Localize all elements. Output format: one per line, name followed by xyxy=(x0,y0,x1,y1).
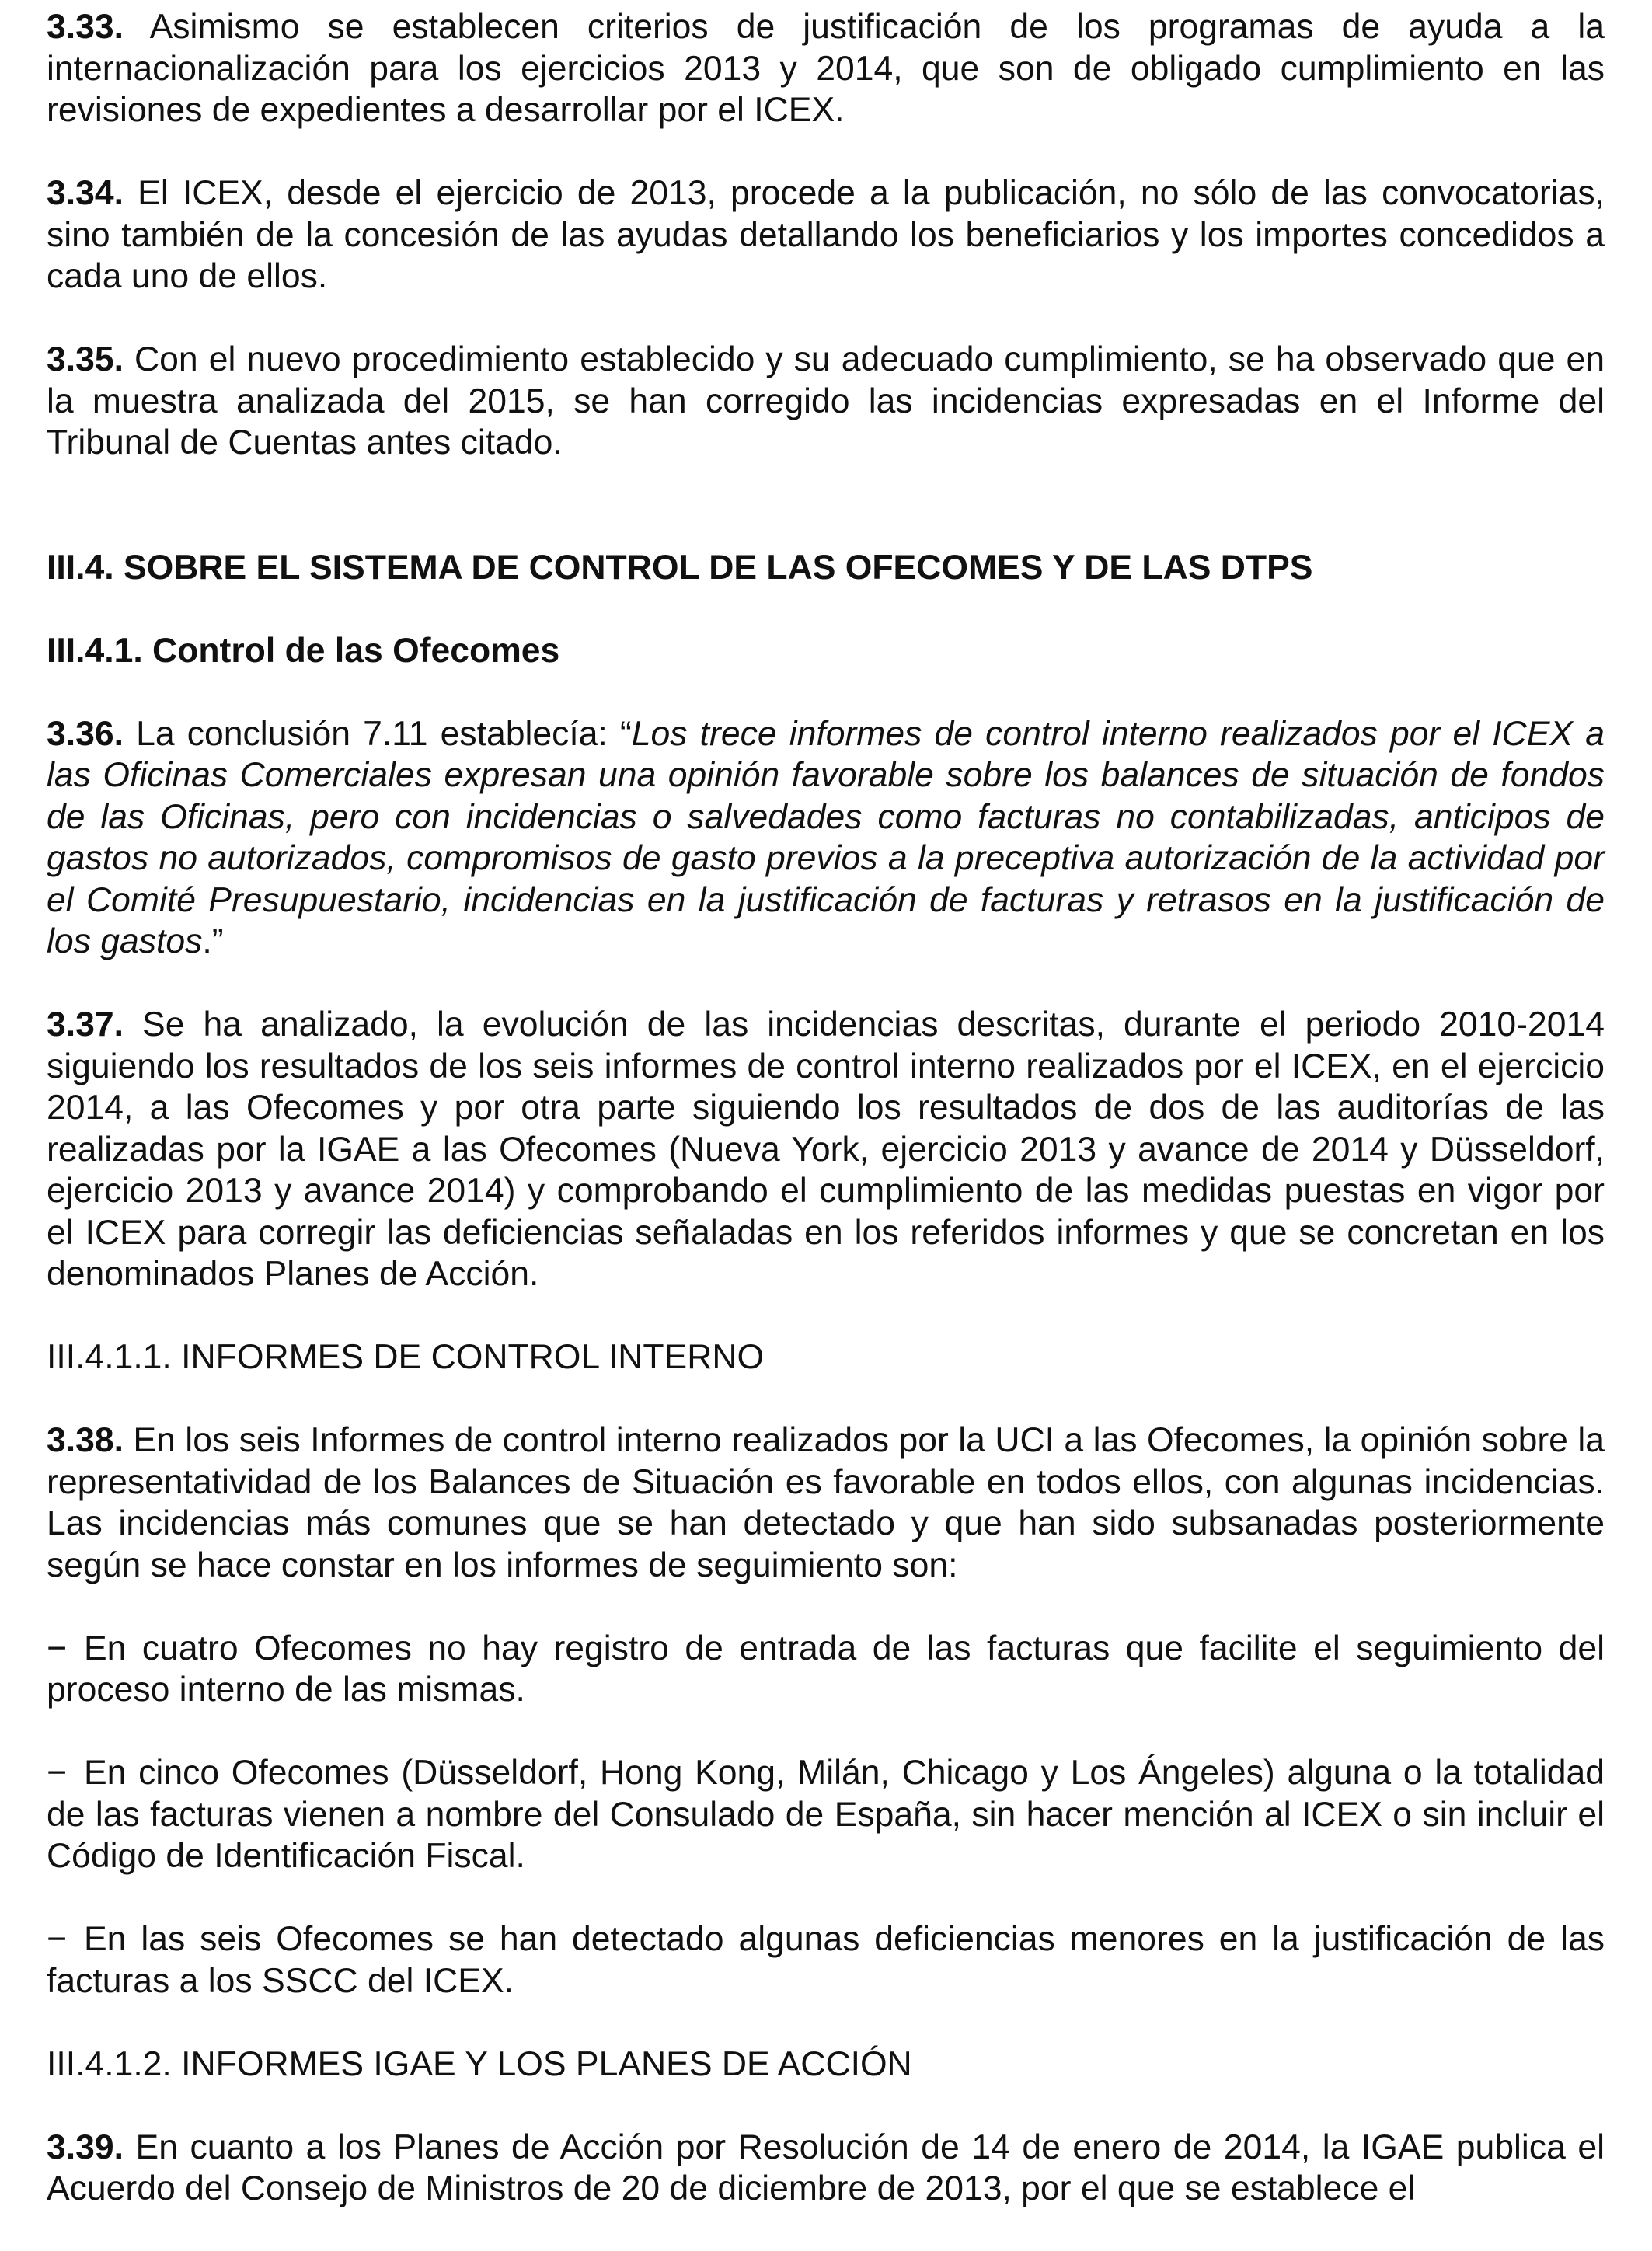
section-heading-iii-4-1: III.4.1. Control de las Ofecomes xyxy=(47,631,560,670)
bullet-text: En cinco Ofecomes (Düsseldorf, Hong Kong, Milán, Chicago y Los Ángeles) alguna o la totalidad de las facturas vienen a nombre del Consulado de España, sin hacer mención al ICEX o sin incluir el Código de Identificación Fiscal. xyxy=(47,1754,1605,1875)
section-heading-iii-4: III.4. SOBRE EL SISTEMA DE CONTROL DE LAS OFECOMES Y DE LAS DTPS xyxy=(47,548,1313,587)
paragraph-text: Asimismo se establecen criterios de justificación de los programas de ayuda a la internacionalización para los ejercicios 2013 y 2014, que son de obligado cumplimiento en las revisiones de expedientes a desarrollar por el ICEX. xyxy=(47,8,1605,129)
paragraph-text: Con el nuevo procedimiento establecido y su adecuado cumplimiento, se ha observado que en la muestra analizada del 2015, se han corregido las incidencias expresadas en el Informe del Tribunal de Cuentas antes citado. xyxy=(47,340,1605,462)
paragraph-number: 3.37. xyxy=(47,1005,124,1044)
paragraph-number: 3.39. xyxy=(47,2127,124,2166)
paragraph-3-35 xyxy=(47,339,1605,464)
paragraph-text: La conclusión 7.11 establecía: “ xyxy=(123,714,632,753)
paragraph-number: 3.38. xyxy=(47,1421,124,1459)
paragraph-3-34 xyxy=(47,172,1605,298)
paragraph-3-39 xyxy=(47,2127,1605,2210)
bullet-text: En cuatro Ofecomes no hay registro de entrada de las facturas que facilite el seguimiento del proceso interno de las mismas. xyxy=(47,1629,1605,1709)
paragraph-3-33 xyxy=(47,6,1605,131)
paragraph-text: En cuanto a los Planes de Acción por Resolución de 14 de enero de 2014, la IGAE publica el Acuerdo del Consejo de Ministros de 20 de diciembre de 2013, por el que se establece el xyxy=(47,2127,1605,2207)
paragraph-text: El ICEX, desde el ejercicio de 2013, procede a la publicación, no sólo de las convocatorias, sino también de la concesión de las ayudas detallando los beneficiarios y los importes concedidos a cada uno de ellos. xyxy=(47,174,1605,295)
dash-bullet: − xyxy=(47,1754,67,1792)
section-gap xyxy=(47,505,1605,547)
paragraph-3-36 xyxy=(47,713,1605,963)
bullet-item xyxy=(47,1752,1605,1877)
document-page xyxy=(47,6,1605,2251)
bullet-text: En las seis Ofecomes se han detectado algunas deficiencias menores en la justificación de las facturas a los SSCC del ICEX. xyxy=(47,1920,1605,2000)
paragraph-number: 3.34. xyxy=(47,174,124,212)
paragraph-3-37 xyxy=(47,1004,1605,1295)
paragraph-text: Se ha analizado, la evolución de las incidencias descritas, durante el periodo 2010-2014 siguiendo los resultados de los seis informes de control interno realizados por el ICEX, en el ejercicio 2014, a las Ofecomes y por otra parte siguiendo los resultados de dos de las auditorías de las realizadas por la IGAE a las Ofecomes (Nueva York, ejercicio 2013 y avance de 2014 y Düsseldorf, ejercicio 2013 y avance 2014) y comprobando el cumplimiento de las medidas puestas en vigor por el ICEX para corregir las deficiencias señaladas en los referidos informes y que se concretan en los denominados Planes de Acción. xyxy=(47,1005,1605,1293)
paragraph-number: 3.36. xyxy=(47,714,124,753)
dash-bullet: − xyxy=(47,1920,67,1958)
section-heading-iii-4-1-1: III.4.1.1. INFORMES DE CONTROL INTERNO xyxy=(47,1338,765,1376)
paragraph-text: En los seis Informes de control interno realizados por la UCI a las Ofecomes, la opinión sobre la representatividad de los Balances de Situación es favorable en todos ellos, con algunas incidencias. Las incidencias más comunes que se han detectado y que han sido subsanadas posteriormente según se hace constar en los informes de seguimiento son: xyxy=(47,1421,1605,1584)
section-heading-iii-4-1-2: III.4.1.2. INFORMES IGAE Y LOS PLANES DE ACCIÓN xyxy=(47,2044,912,2083)
paragraph-number: 3.33. xyxy=(47,8,124,46)
quoted-conclusion: Los trece informes de control interno realizados por el ICEX a las Oficinas Comerciales expresan una opinión favorable sobre los balances de situación de fondos de las Oficinas, pero con incidencias o salvedades como facturas no contabilizadas, anticipos de gastos no autorizados, compromisos de gasto previos a la preceptiva autorización de la actividad por el Comité Presupuestario, incidencias en la justificación de facturas y retrasos en la justificación de los gastos xyxy=(47,714,1605,960)
bullet-item xyxy=(47,1628,1605,1711)
quote-close: .” xyxy=(202,922,224,960)
paragraph-3-38 xyxy=(47,1420,1605,1586)
paragraph-number: 3.35. xyxy=(47,340,124,378)
bullet-item xyxy=(47,1918,1605,2002)
dash-bullet: − xyxy=(47,1629,67,1667)
